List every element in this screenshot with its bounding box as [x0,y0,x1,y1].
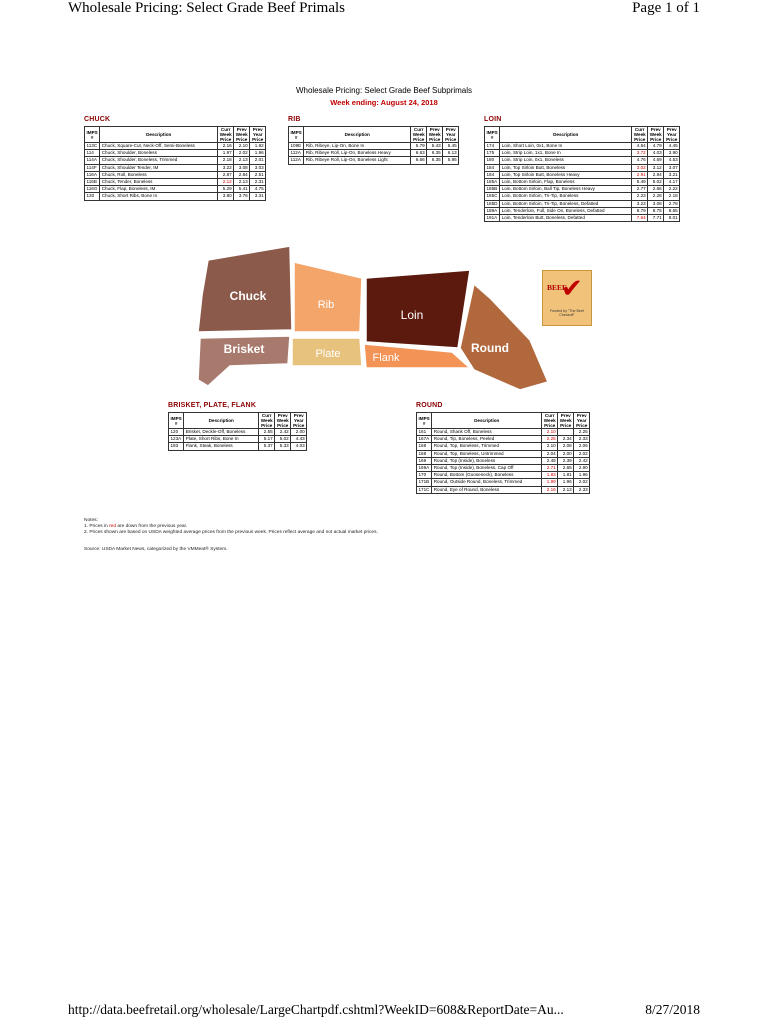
prev-price-cell: 2.10 [234,143,250,150]
beef-logo-word: BEEF [547,283,567,292]
prev-year-cell: 2.01 [250,157,266,164]
table-row [85,179,266,186]
curr-week-header: Curr Week Price [632,127,648,143]
table-row [289,157,459,164]
prev-week-header: Prev Week Price [275,413,291,429]
description-cell: Round, Eye of Round, Boneless [432,486,542,493]
imps-cell: 175 [485,150,500,157]
prev-year-cell: 4.75 [250,186,266,193]
curr-price-cell: 2.25 [542,436,558,443]
rib-section [288,116,459,165]
description-cell: Loin, Tenderloin Butt, Boneless, Defatted [500,215,632,222]
curr-price-cell: 2.55 [259,429,275,436]
prev-year-cell: 2.25 [574,429,590,436]
table-row [417,486,590,493]
rib-table [288,126,459,165]
note-1-pre: 1. Prices in [84,524,110,529]
prev-year-cell: 2.51 [250,171,266,178]
description-cell: Chuck, Shoulder Tender, IM [100,164,218,171]
round-region [460,284,548,390]
curr-price-cell: 4.54 [632,143,648,150]
imps-cell: 114A [85,157,100,164]
chuck-label: Chuck [229,289,267,303]
table-row [417,472,590,479]
description-cell: Rib, Ribeye Roll, Lip-On, Boneless Light [304,157,411,164]
prev-year-header: Prev Year Price [574,413,590,429]
note-2: 2. Prices shown are based on USDA weighted average prices from the previous week. Prices reflect average and not actual market prices. [84,530,378,535]
imps-header: IMPS # [169,413,184,429]
prev-year-cell: 3.21 [664,171,680,178]
plate-label: Plate [315,348,341,360]
prev-price-cell: 2.13 [558,486,574,493]
description-cell: Chuck, Shoulder, Boneless [100,150,218,157]
curr-price-cell: 2.12 [218,179,234,186]
prev-price-cell: 1.96 [558,479,574,486]
imps-cell: 161 [417,429,432,436]
imps-cell: 123A [169,436,184,443]
imps-cell: 174 [485,143,500,150]
imps-cell: 191A [485,215,500,222]
curr-price-cell: 1.83 [542,472,558,479]
imps-cell: 114F [85,164,100,171]
prev-year-cell: 8.65 [664,207,680,214]
imps-header: IMPS # [417,413,432,429]
prev-year-cell: 2.02 [574,450,590,457]
imps-header: IMPS # [289,127,304,143]
print-header [68,0,700,20]
imps-cell: 185D [485,200,500,207]
description-cell: Loin, Tenderloin, Full, Side On, Boneless, Defatted [500,207,632,214]
description-cell: Round, Outside Round, Boneless, Trimmed [432,479,542,486]
description-cell: Loin, Strip Loin, 0x1, Boneless [500,157,632,164]
curr-price-cell: 5.29 [218,186,234,193]
description-cell: Chuck, Shoulder, Boneless, Trimmed [100,157,218,164]
table-row [485,150,680,157]
table-row [485,193,680,200]
curr-price-cell: 2.45 [542,457,558,464]
imps-cell: 171C [417,486,432,493]
description-cell: Round, Top (Inside), Boneless [432,457,542,464]
prev-year-header: Prev Year Price [664,127,680,143]
checkmark-icon: ✔ [561,273,583,303]
prev-year-cell: 2.90 [574,465,590,472]
imps-cell: 169 [417,457,432,464]
description-cell: Loin, Bottom Sirloin, Ball Tip, Boneless Heavy [500,186,632,193]
imps-cell: 180 [485,157,500,164]
prev-week-header: Prev Week Price [648,127,664,143]
prev-year-cell: 2.00 [291,429,307,436]
curr-price-cell: 2.87 [218,171,234,178]
prev-year-cell: 2.02 [574,479,590,486]
table-row [85,157,266,164]
rib-title: RIB [288,116,301,123]
curr-price-cell: 3.22 [218,164,234,171]
print-title: Wholesale Pricing: Select Grade Beef Primals [68,0,345,16]
round-title: ROUND [416,402,443,409]
prev-year-cell: 3.31 [250,193,266,200]
table-row [417,443,590,450]
imps-cell: 116G [85,186,100,193]
prev-year-cell: 6.13 [443,150,459,157]
prev-price-cell: 5.43 [427,143,443,150]
description-cell: Chuck, Square-Cut, Neck-Off, Semi-Boneless [100,143,218,150]
table-row [485,179,680,186]
imps-cell: 184 [485,171,500,178]
imps-cell: 130 [85,193,100,200]
prev-year-cell: 3.90 [664,150,680,157]
prev-year-header: Prev Year Price [291,413,307,429]
curr-price-cell: 2.16 [542,486,558,493]
loin-table [484,126,680,222]
print-footer [68,1002,700,1020]
curr-price-cell: 3.23 [632,200,648,207]
imps-cell: 109E [289,143,304,150]
prev-price-cell: 2.42 [275,429,291,436]
prev-week-header: Prev Week Price [234,127,250,143]
prev-year-cell: 4.03 [291,443,307,450]
notes [84,518,378,536]
curr-price-cell: 3.72 [632,150,648,157]
imps-cell: 170 [417,472,432,479]
brisket-table [168,412,307,451]
description-cell: Brisket, Deckle-Off, Boneless [184,429,259,436]
table-row [417,465,590,472]
prev-price-cell: 4.03 [648,150,664,157]
table-row [485,143,680,150]
imps-cell: 114 [85,150,100,157]
document-title: Wholesale Pricing: Select Grade Beef Subprimals [295,86,473,95]
prev-year-cell: 8.01 [664,215,680,222]
source-note: Source: USDA Market News, categorized by the VMMeat® System. [84,547,228,552]
description-cell: Round, Bottom (Gooseneck), Boneless [432,472,542,479]
table-row [289,143,459,150]
table-row [85,193,266,200]
imps-cell: 185A [485,179,500,186]
imps-cell: 185B [485,186,500,193]
table-row [417,457,590,464]
description-cell: Chuck, Flap, Boneless, IM [100,186,218,193]
prev-price-cell: 6.35 [427,150,443,157]
curr-price-cell: 2.04 [542,450,558,457]
table-row [169,429,307,436]
brisket-title: BRISKET, PLATE, FLANK [168,402,257,409]
prev-year-cell: 4.43 [291,436,307,443]
description-cell: Chuck, Roll, Boneless [100,171,218,178]
prev-year-cell: 1.96 [250,150,266,157]
prev-price-cell: 2.13 [234,157,250,164]
week-ending: Week ending: August 24, 2018 [330,98,438,107]
prev-price-cell: 4.79 [648,143,664,150]
table-row [169,443,307,450]
page-number: Page 1 of 1 [632,0,700,16]
curr-price-cell: 6.63 [411,150,427,157]
description-header: Description [100,127,218,143]
table-row [417,450,590,457]
description-header: Description [432,413,542,429]
loin-label: Loin [400,308,424,322]
curr-price-cell: 2.71 [542,465,558,472]
description-cell: Loin, Bottom Sirloin, Flap, Boneless [500,179,632,186]
prev-year-cell: 2.22 [664,186,680,193]
description-header: Description [304,127,411,143]
prev-price-cell: 2.65 [558,465,574,472]
prev-price-cell: 3.12 [648,164,664,171]
curr-price-cell: 2.10 [542,443,558,450]
loin-section [484,116,680,222]
imps-header: IMPS # [485,127,500,143]
prev-price-cell: 3.08 [648,200,664,207]
prev-year-cell: 2.18 [664,193,680,200]
chuck-table [84,126,266,201]
description-header: Description [184,413,259,429]
table-row [289,150,459,157]
imps-header: IMPS # [85,127,100,143]
prev-price-cell: 5.41 [234,186,250,193]
flank-label: Flank [372,352,400,364]
imps-cell: 171B [417,479,432,486]
loin-title: LOIN [484,116,502,123]
prev-year-cell: 2.06 [574,443,590,450]
prev-price-cell: 4.69 [648,157,664,164]
imps-cell: 116B [85,179,100,186]
description-cell: Loin, Top Sirloin Butt, Boneless [500,164,632,171]
prev-price-cell: 8.75 [648,207,664,214]
prev-year-cell: 2.33 [574,486,590,493]
description-cell: Round, Tip, Boneless, Peeled [432,436,542,443]
imps-cell: 185C [485,193,500,200]
curr-price-cell: 3.80 [218,193,234,200]
prev-price-cell: 2.02 [234,150,250,157]
table-row [485,200,680,207]
curr-price-cell: 5.49 [632,179,648,186]
curr-week-header: Curr Week Price [411,127,427,143]
table-header-row [169,413,307,429]
table-row [417,479,590,486]
prev-week-header: Prev Week Price [558,413,574,429]
print-date: 8/27/2018 [645,1002,700,1017]
prev-price-cell: 3.76 [234,193,250,200]
prev-price-cell: 2.66 [648,186,664,193]
imps-cell: 120 [169,429,184,436]
table-row [85,150,266,157]
prev-price-cell [558,429,574,436]
imps-cell: 169A [417,465,432,472]
curr-week-header: Curr Week Price [259,413,275,429]
round-label: Round [471,341,509,355]
description-cell: Loin, Bottom Sirloin, Tri-Tip, Boneless, Defatted [500,200,632,207]
curr-price-cell: 6.66 [411,157,427,164]
prev-price-cell: 2.94 [648,171,664,178]
prev-price-cell: 5.02 [275,436,291,443]
prev-price-cell: 2.13 [234,179,250,186]
rib-label: Rib [317,299,335,311]
prev-price-cell: 6.35 [427,157,443,164]
curr-price-cell: 2.18 [218,157,234,164]
imps-cell: 112A [289,157,304,164]
curr-price-cell: 5.79 [411,143,427,150]
round-table [416,412,590,494]
prev-year-header: Prev Year Price [250,127,266,143]
table-row [169,436,307,443]
table-row [485,215,680,222]
description-cell: Chuck, Short Ribs, Bone In [100,193,218,200]
curr-price-cell: 2.23 [632,193,648,200]
table-row [485,186,680,193]
prev-price-cell: 2.08 [558,443,574,450]
table-row [485,164,680,171]
note-1-post: are down from the previous year. [116,524,188,529]
description-cell: Loin, Top Sirloin Butt, Boneless Heavy [500,171,632,178]
prev-year-cell: 2.42 [574,457,590,464]
table-row [85,186,266,193]
imps-cell: 116A [85,171,100,178]
description-cell: Round, Top, Boneless, Untrimmed [432,450,542,457]
curr-price-cell: 5.17 [259,436,275,443]
imps-cell: 193 [169,443,184,450]
table-row [417,436,590,443]
imps-cell: 113C [85,143,100,150]
description-cell: Plate, Short Ribs, Bone In [184,436,259,443]
description-cell: Round, Top (Inside), Boneless, Cap Off [432,465,542,472]
imps-cell: 189A [485,207,500,214]
table-row [85,143,266,150]
imps-cell: 112A [289,150,304,157]
table-row [417,429,590,436]
prev-year-cell: 3.07 [664,164,680,171]
chuck-title: CHUCK [84,116,111,123]
curr-price-cell: 1.99 [542,479,558,486]
table-row [485,171,680,178]
description-header: Description [500,127,632,143]
prev-price-cell: 5.02 [648,179,664,186]
table-row [485,157,680,164]
notes-label: Notes: [84,518,98,523]
chuck-section [84,116,266,201]
prev-year-cell: 2.78 [664,200,680,207]
curr-price-cell: 4.76 [632,157,648,164]
table-header-row [85,127,266,143]
description-cell: Rib, Ribeye Roll, Lip-On, Boneless Heavy [304,150,411,157]
prev-year-cell: 4.45 [664,143,680,150]
prev-price-cell: 2.84 [234,171,250,178]
beef-cuts-diagram [190,240,570,400]
imps-cell: 168 [417,443,432,450]
prev-year-cell: 1.92 [250,143,266,150]
description-cell: Rib, Ribeye, Lip-On, Bone In [304,143,411,150]
table-row [485,207,680,214]
table-header-row [289,127,459,143]
prev-price-cell: 2.00 [558,450,574,457]
beef-logo-funded: Funded by "The Beef Checkoff" [550,309,584,318]
table-row [85,164,266,171]
description-cell: Chuck, Tender, Boneless [100,179,218,186]
prev-price-cell: 7.71 [648,215,664,222]
description-cell: Loin, Strip Loin, 1x1, Bone In [500,150,632,157]
curr-price-cell: 8.79 [632,207,648,214]
prev-price-cell: 1.81 [558,472,574,479]
curr-price-cell: 1.97 [218,150,234,157]
curr-week-header: Curr Week Price [542,413,558,429]
table-header-row [485,127,680,143]
table-header-row [417,413,590,429]
imps-cell: 168 [417,450,432,457]
description-cell: Round, Top, Boneless, Trimmed [432,443,542,450]
brisket-section [168,402,307,451]
prev-year-cell: 4.53 [664,157,680,164]
prev-price-cell: 2.34 [558,436,574,443]
note-1-red: red [109,524,116,529]
prev-year-cell: 2.33 [574,436,590,443]
round-section [416,402,590,494]
table-row [85,171,266,178]
description-cell: Flank, Steak, Boneless [184,443,259,450]
prev-year-header: Prev Year Price [443,127,459,143]
rib-region [294,262,362,332]
prev-year-cell: 4.17 [664,179,680,186]
prev-year-cell: 5.45 [443,143,459,150]
curr-price-cell: 2.91 [632,171,648,178]
print-url: http://data.beefretail.org/wholesale/LargeChartpdf.cshtml?WeekID=608&ReportDate=Au... [68,1002,564,1017]
curr-price-cell: 3.02 [632,164,648,171]
prev-year-cell: 2.31 [250,179,266,186]
description-cell: Loin, Bottom Sirloin, Tri-Tip, Boneless [500,193,632,200]
brisket-label: Brisket [223,342,265,356]
imps-cell: 167A [417,436,432,443]
curr-price-cell: 2.16 [218,143,234,150]
description-cell: Loin, Short Loin, 0x1, Bone In [500,143,632,150]
curr-week-header: Curr Week Price [218,127,234,143]
curr-price-cell: 7.64 [632,215,648,222]
prev-price-cell: 2.39 [558,457,574,464]
prev-year-cell: 5.95 [443,157,459,164]
prev-year-cell: 3.03 [250,164,266,171]
description-cell: Round, Shank Off, Boneless [432,429,542,436]
curr-price-cell: 2.10 [542,429,558,436]
imps-cell: 184 [485,164,500,171]
beef-checkoff-logo [542,270,592,326]
prev-price-cell: 2.28 [648,193,664,200]
prev-week-header: Prev Week Price [427,127,443,143]
curr-price-cell: 5.37 [259,443,275,450]
prev-year-cell: 1.96 [574,472,590,479]
prev-price-cell: 3.08 [234,164,250,171]
curr-price-cell: 2.77 [632,186,648,193]
prev-price-cell: 5.33 [275,443,291,450]
